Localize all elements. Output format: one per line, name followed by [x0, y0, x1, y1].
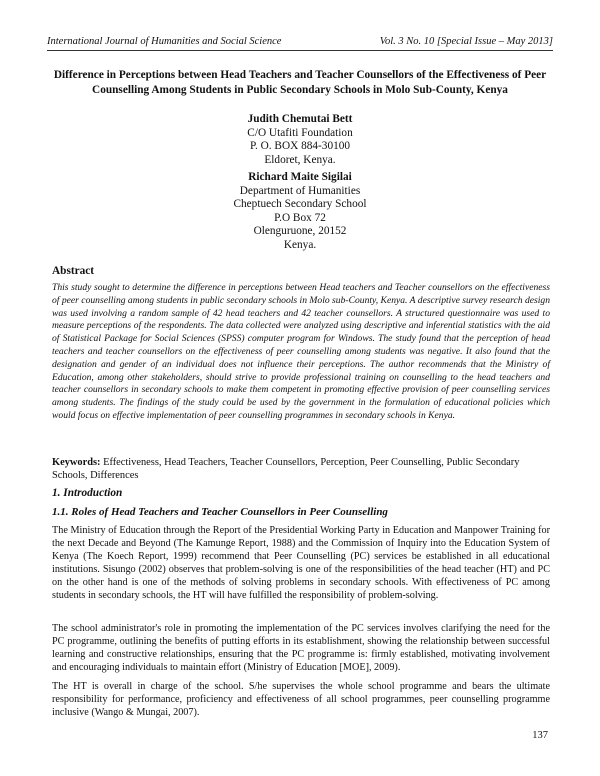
- author-affiliation-line: P.O Box 72: [274, 211, 326, 224]
- paper-title: Difference in Perceptions between Head Teachers and Teacher Counsellors of the Effectiveness of Peer Counselling Among Students in Public Secondary Schools in Molo Sub-County, Kenya: [53, 69, 547, 96]
- body-paragraph: The HT is overall in charge of the school. S/he supervises the whole school programme and bears the ultimate responsibility for performance, proficiency and effectiveness of all school programmes, peer counselling programme inclusive (Wango & Mungai, 2007).: [52, 681, 550, 718]
- keywords-line: [52, 456, 550, 482]
- author-affiliation-line: Olenguruone, 20152: [253, 225, 347, 237]
- body-paragraph: The school administrator's role in promoting the implementation of the PC services involves clarifying the need for the PC programme, outlining the benefits of putting efforts in its establishment, showing the relationship between successful learning and constructive relationships, ensuring that the PC programme is: firmly established, motivating involvement and encouraging individuals to maintain effort (Ministry of Education [MOE], 2009).: [52, 623, 550, 673]
- author-affiliation-line: P. O. BOX 884-30100: [249, 140, 351, 152]
- author-affiliation-line: Eldoret, Kenya.: [264, 153, 336, 166]
- journal-name: International Journal of Humanities and Social Science: [47, 36, 282, 47]
- author-affiliation-line: Department of Humanities: [239, 184, 361, 197]
- running-header: [47, 36, 553, 51]
- author-name: Richard Maite Sigilai: [248, 171, 352, 183]
- abstract-heading: Abstract: [52, 265, 95, 277]
- author-block: [0, 113, 600, 252]
- author-affiliation-line: Cheptuech Secondary School: [233, 198, 367, 210]
- author-affiliation-line: C/O Utafiti Foundation: [247, 126, 353, 139]
- author-name: Judith Chemutai Bett: [247, 113, 353, 125]
- keywords-text: Effectiveness, Head Teachers, Teacher Counsellors, Perception, Peer Counselling, Public Secondary Schools, Differences: [52, 457, 520, 481]
- body-paragraph: The Ministry of Education through the Report of the Presidential Working Party in Education and Manpower Training for the next Decade and Beyond (The Kamunge Report, 1988) and the Commission of Inquiry into the Education System of Kenya (The Koech Report, 1999) recommend that Peer Counselling (PC) services be established in all educational institutions. Sisungo (2002) observes that problem-solving is one of the responsibilities of the head teacher (HT) and PC on the other hand is one of the methods of solving problems in secondary schools. With effectiveness of PC among students in secondary schools, the HT will have fulfilled the responsibility of problem-solving.: [52, 525, 550, 601]
- author-affiliation-line: Kenya.: [283, 238, 317, 251]
- abstract-text: This study sought to determine the difference in perceptions between Head teachers and Teacher counsellors on the effectiveness of peer counselling among students in public secondary schools in Molo sub-County, Kenya. A descriptive survey research design was used involving a random sample of 42 head teachers and 42 teacher counsellors. A structured questionnaire was used to measure perceptions of the respondents. The data collected were analyzed using descriptive and inferential statistics with the aid of Statistical Package for Social Sciences (SPSS) computer program for Windows. The study found that the perception of head teachers and teacher counsellors on the effectiveness of peer counselling among students was negative. It also found that the designation and gender of an individual does not influence their perceptions. The author recommends that the Ministry of Education, among other stakeholders, should strive to provide professional training on counselling to the head teachers and teacher counsellors in secondary schools to make them competent in promoting effective provision of peer counselling services among students. The findings of the study could be used by the government in the formulation of educational policies which would focus on effective implementation of peer counselling programmes in secondary schools in Kenya.: [52, 282, 550, 421]
- volume-info: Vol. 3 No. 10 [Special Issue – May 2013]: [379, 36, 553, 47]
- keywords-label: Keywords:: [52, 457, 101, 468]
- section-heading: 1. Introduction: [52, 487, 123, 499]
- subsection-heading: 1.1. Roles of Head Teachers and Teacher Counsellors in Peer Counselling: [52, 506, 388, 518]
- page-number: 137: [532, 730, 548, 741]
